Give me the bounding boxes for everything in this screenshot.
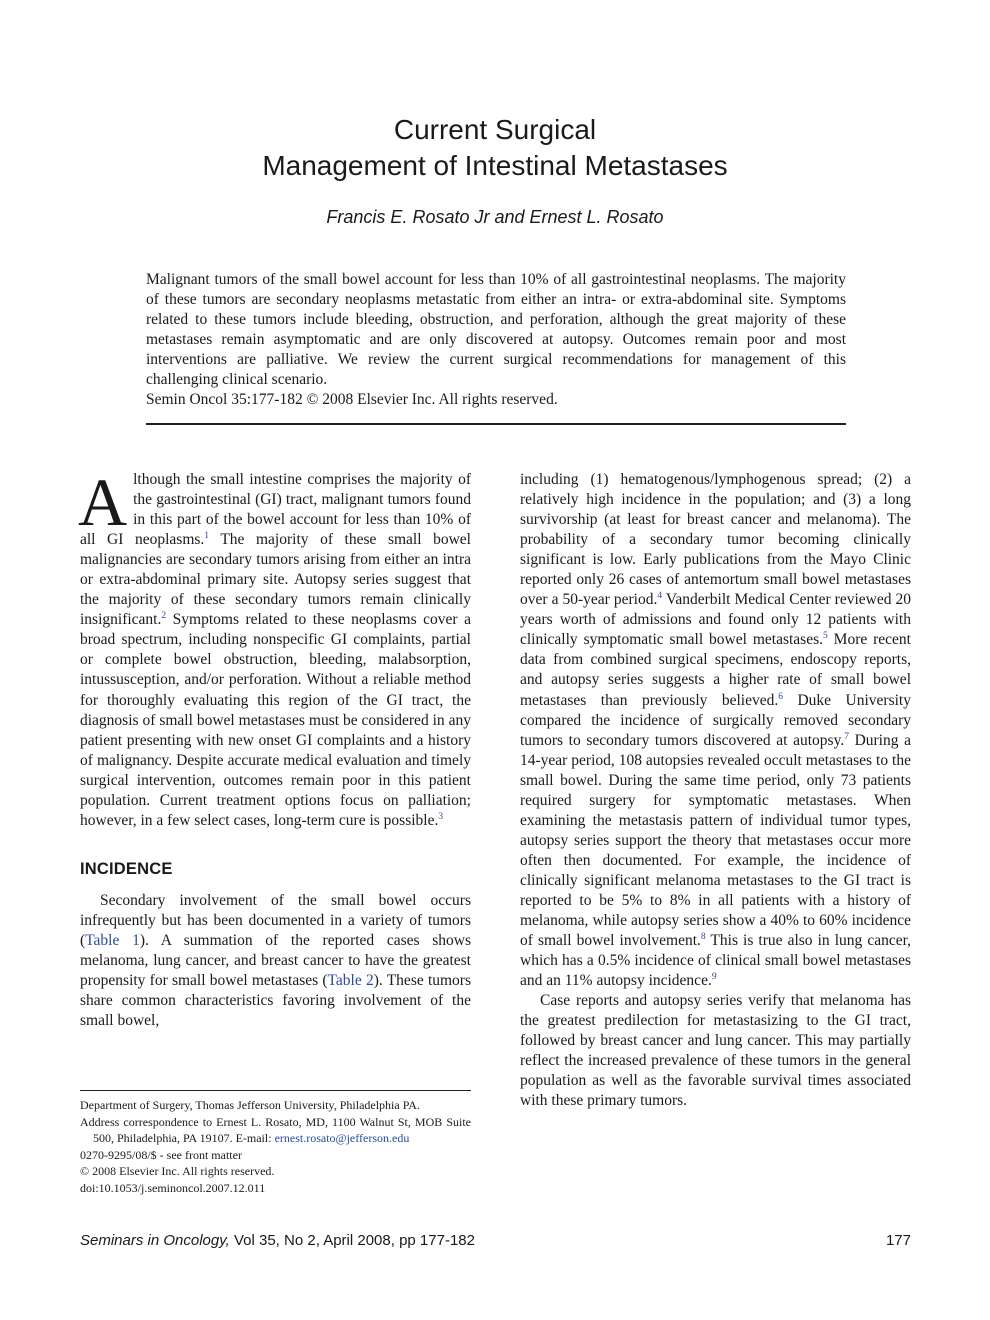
copyright-note: © 2008 Elsevier Inc. All rights reserved. (80, 1164, 275, 1178)
issn-note: 0270-9295/08/$ - see front matter (80, 1147, 242, 1162)
reference-5-link[interactable]: 5 (823, 631, 828, 642)
incidence-paragraph (80, 891, 471, 1031)
right-text-2: Vanderbilt Medical Center reviewed 20 years worth of admissions and found only 12 patients with clinically symptomatic small bowel metastases. (520, 591, 911, 649)
section-heading-incidence: INCIDENCE (80, 859, 173, 878)
reference-7-link[interactable]: 7 (844, 731, 849, 742)
correspondence-note (80, 1114, 471, 1147)
reference-2-link[interactable]: 2 (161, 611, 167, 622)
journal-citation (80, 1232, 475, 1249)
footnote-divider (80, 1090, 471, 1091)
right-text-6: This is true also in lung cancer, which has a 0.5% incidence of clinical small bowel metastases and an 11% autopsy incidence. (520, 932, 912, 990)
journal-name: Seminars in Oncology, (80, 1232, 230, 1249)
right-text-3: More recent data from combined surgical specimens, endoscopy reports, and autopsy series suggests a higher rate of small bowel metastases than previously believed. (520, 631, 911, 709)
doi-note: doi:10.1053/j.seminoncol.2007.12.011 (80, 1180, 266, 1195)
right-text-4: Duke University compared the incidence of surgically removed secondary tumors to secondary tumors discovered at autopsy. (520, 691, 911, 749)
right-column (520, 470, 911, 1112)
table-1-link[interactable]: Table 1 (85, 931, 140, 949)
reference-8-link[interactable]: 8 (700, 931, 706, 942)
reference-4-link[interactable]: 4 (657, 591, 663, 602)
table-2-link[interactable]: Table 2 (327, 972, 374, 990)
left-column (78, 464, 472, 1031)
incidence-text-c: ). These tumors share common characteristics favoring involvement of the small bowel, (80, 972, 472, 1030)
page-footer (80, 1232, 911, 1249)
title-line-2: Management of Intestinal Metastases (262, 150, 728, 181)
title-line-1: Current Surgical (393, 114, 597, 145)
article-title (0, 112, 990, 184)
intro-sentence-1: lthough the small intestine comprises the majority of the gastrointestinal (GI) tract, malignant tumors found in this part of the bowel account for less than 10% of all GI neoplasms. (80, 471, 471, 549)
right-text-5: During a 14-year period, 108 autopsies revealed occult metastases to the small bowel. During the same time period, only 73 patients required surgery for symptomatic metastases. When examining the metastasis pattern of individual tumor types, autopsy series support the theory that metastases occur more often then documented. For example, the incidence of clinically significant melanoma metastases to the GI tract is reported to be 5% to 8% in all patients with a history of melanoma, while autopsy series show a 40% to 60% incidence of small bowel involvement. (520, 731, 911, 950)
correspondence-text: Address correspondence to Ernest L. Rosato, MD, 1100 Walnut St, MOB Suite 500, Philadelphia, PA 19107. E-mail: (80, 1114, 471, 1145)
reference-3-link[interactable]: 3 (438, 811, 444, 822)
reference-6-link[interactable]: 6 (778, 691, 783, 702)
affiliation-note: Department of Surgery, Thomas Jefferson University, Philadelphia PA. (80, 1098, 420, 1112)
abstract-citation: Semin Oncol 35:177-182 © 2008 Elsevier Inc. All rights reserved. (146, 391, 558, 408)
author-list: Francis E. Rosato Jr and Ernest L. Rosato (326, 207, 664, 227)
abstract (146, 270, 846, 410)
journal-details: Vol 35, No 2, April 2008, pp 177-182 (229, 1232, 475, 1249)
reference-9-link[interactable]: 9 (711, 972, 717, 983)
intro-sentence-3: Symptoms related to these neoplasms cover a broad spectrum, including nonspecific GI complaints, partial or complete bowel obstruction, bleeding, malabsorption, intussusception, and/or perforation. Without a reliable method for thoroughly evaluating this region of the GI tract, the diagnosis of small bowel metastases must be considered in any patient presenting with new onset GI complaints and a history of malignancy. Despite accurate medical evaluation and timely surgical intervention, outcomes remain poor in this patient population. Current treatment options focus on palliation; however, in a few select cases, long-term cure is possible. (80, 611, 471, 829)
incidence-continued-paragraph (520, 470, 911, 991)
abstract-text: Malignant tumors of the small bowel account for less than 10% of all gastrointestinal neoplasms. The majority of these tumors are secondary neoplasms metastatic from either an intra- or extra-abdominal site. Symptoms related to these tumors include bleeding, obstruction, and perforation, although the great majority of these metastases remain asymptomatic and are only discovered at autopsy. Outcomes remain poor and most interventions are palliative. We review the current surgical recommendations for management of this challenging clinical scenario. (146, 271, 846, 388)
drop-cap: A (78, 464, 128, 540)
case-reports-paragraph: Case reports and autopsy series verify that melanoma has the greatest predilection for metastasizing to the GI tract, followed by breast cancer and lung cancer. This may partially reflect the increased prevalence of these tumors in the general population as well as the favorable survival times associated with these primary tumors. (520, 992, 911, 1110)
abstract-divider (146, 423, 846, 425)
page-number: 177 (885, 1232, 911, 1249)
reference-1-link[interactable]: 1 (204, 530, 210, 541)
email-link[interactable]: ernest.rosato@jefferson.edu (274, 1131, 410, 1145)
intro-sentence-2: The majority of these small bowel malignancies are secondary tumors arising from either an intra or extra-abdominal primary site. Autopsy series suggest that the majority of these secondary tumors remain clinically insignificant. (80, 531, 471, 629)
right-text-1: including (1) hematogenous/lymphogenous spread; (2) a relatively high incidence in the population; and (3) a long survivorship (at least for breast cancer and melanoma). The probability of a secondary tumor becoming clinically significant is low. Early publications from the Mayo Clinic reported only 26 cases of antemortum small bowel metastases over a 50-year period. (520, 471, 911, 609)
footnotes (80, 1097, 471, 1196)
incidence-text-a: Secondary involvement of the small bowel occurs infrequently but has been documented in a variety of tumors ( (80, 891, 471, 949)
incidence-text-b: ). A summation of the reported cases shows melanoma, lung cancer, and breast cancer to have the greatest propensity for small bowel metastases ( (80, 931, 472, 990)
intro-paragraph (78, 464, 471, 831)
